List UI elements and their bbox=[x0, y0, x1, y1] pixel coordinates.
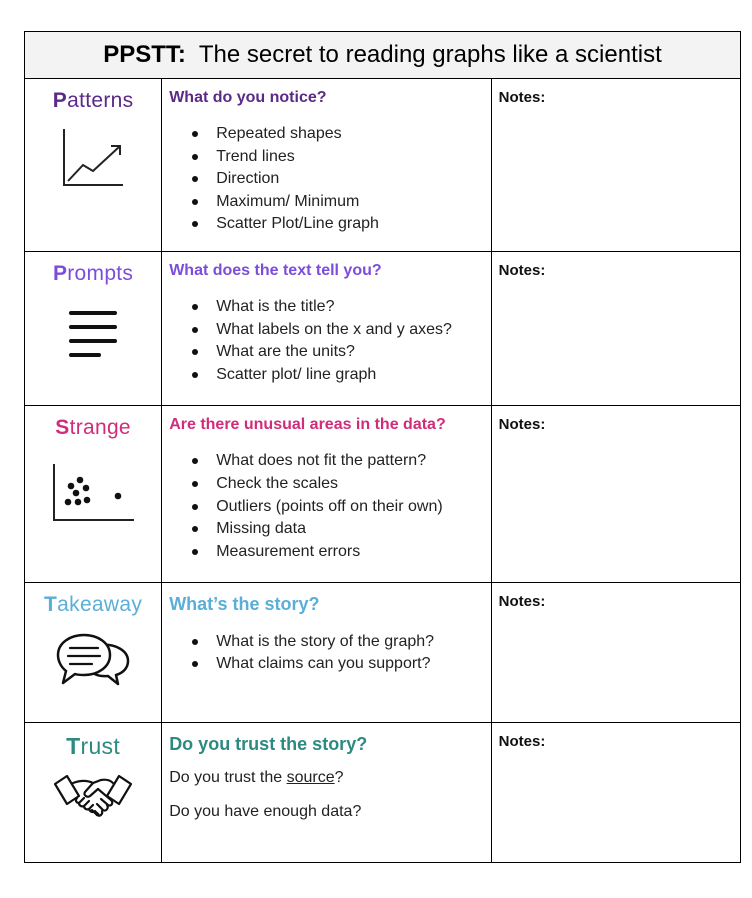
source-link[interactable]: source bbox=[286, 768, 335, 786]
list-item: Trend lines bbox=[216, 146, 490, 169]
label-rest: atterns bbox=[67, 89, 134, 113]
label-rest: akeaway bbox=[57, 592, 143, 616]
notes-cell-patterns[interactable] bbox=[491, 79, 740, 252]
bullet-list-takeaway bbox=[162, 631, 490, 676]
list-item: Measurement errors bbox=[216, 541, 490, 564]
list-item: Scatter Plot/Line graph bbox=[216, 213, 490, 236]
bullet-list-strange bbox=[162, 450, 490, 563]
list-item: What is the story of the graph? bbox=[216, 631, 490, 654]
text-lines-icon bbox=[67, 308, 119, 360]
prompt-cell-prompts bbox=[162, 252, 491, 406]
list-item: Direction bbox=[216, 168, 490, 191]
list-item: Missing data bbox=[216, 518, 490, 541]
page-title bbox=[25, 32, 741, 79]
list-item: Repeated shapes bbox=[216, 123, 490, 146]
label-cell-patterns bbox=[25, 79, 162, 252]
bullet-list-prompts bbox=[162, 296, 490, 386]
prompt-cell-takeaway bbox=[162, 582, 491, 722]
label-rest: trange bbox=[69, 416, 131, 440]
row-strange bbox=[25, 406, 741, 582]
notes-label: Notes: bbox=[498, 732, 546, 750]
label-prompts bbox=[25, 262, 161, 286]
label-initial: S bbox=[55, 416, 70, 440]
trust-source-line bbox=[169, 769, 490, 787]
trend-line-graph-icon bbox=[61, 127, 125, 189]
question-patterns: What do you notice? bbox=[169, 89, 327, 107]
label-initial: T bbox=[44, 592, 58, 616]
prompt-cell-strange bbox=[162, 406, 491, 582]
notes-label: Notes: bbox=[498, 262, 546, 280]
prompt-cell-patterns bbox=[162, 79, 491, 252]
label-initial: P bbox=[52, 89, 68, 113]
list-item: Maximum/ Minimum bbox=[216, 191, 490, 214]
title-text: The secret to reading graphs like a scientist bbox=[198, 41, 662, 69]
ppstt-table bbox=[24, 31, 741, 863]
handshake-icon bbox=[53, 770, 133, 824]
notes-cell-trust[interactable] bbox=[491, 722, 740, 862]
label-rest: rompts bbox=[67, 262, 134, 286]
question-prompts: What does the text tell you? bbox=[169, 262, 382, 280]
bullet-list-patterns bbox=[162, 123, 490, 236]
trust-source-after: ? bbox=[334, 768, 344, 786]
label-cell-strange bbox=[25, 406, 162, 582]
list-item: Check the scales bbox=[216, 473, 490, 496]
speech-bubbles-icon bbox=[54, 631, 132, 689]
title-prefix: PPSTT: bbox=[103, 41, 186, 69]
label-initial: P bbox=[52, 262, 68, 286]
notes-label: Notes: bbox=[498, 592, 546, 610]
label-cell-prompts bbox=[25, 252, 162, 406]
list-item: Scatter plot/ line graph bbox=[216, 364, 490, 387]
label-strange bbox=[25, 416, 161, 440]
row-patterns bbox=[25, 79, 741, 252]
scatter-outlier-icon bbox=[48, 460, 138, 526]
notes-label: Notes: bbox=[498, 416, 546, 434]
label-rest: rust bbox=[80, 732, 121, 759]
label-initial: T bbox=[66, 732, 81, 759]
question-strange: Are there unusual areas in the data? bbox=[169, 416, 446, 434]
notes-cell-takeaway[interactable] bbox=[491, 582, 740, 722]
label-patterns bbox=[25, 89, 161, 113]
list-item: What is the title? bbox=[216, 296, 490, 319]
list-item: What are the units? bbox=[216, 341, 490, 364]
notes-cell-strange[interactable] bbox=[491, 406, 740, 582]
notes-cell-prompts[interactable] bbox=[491, 252, 740, 406]
question-trust: Do you trust the story? bbox=[169, 733, 368, 754]
notes-label: Notes: bbox=[498, 89, 546, 107]
enough-data-line: Do you have enough data? bbox=[169, 802, 362, 820]
trust-source-before: Do you trust the bbox=[169, 768, 287, 786]
label-trust bbox=[25, 733, 161, 760]
list-item: What labels on the x and y axes? bbox=[216, 319, 490, 342]
list-item: What claims can you support? bbox=[216, 653, 490, 676]
row-trust bbox=[25, 722, 741, 862]
row-takeaway bbox=[25, 582, 741, 722]
prompt-cell-trust bbox=[162, 722, 491, 862]
row-prompts bbox=[25, 252, 741, 406]
list-item: Outliers (points off on their own) bbox=[216, 496, 490, 519]
label-cell-takeaway bbox=[25, 582, 162, 722]
list-item: What does not fit the pattern? bbox=[216, 450, 490, 473]
label-takeaway bbox=[25, 593, 161, 617]
label-cell-trust bbox=[25, 722, 162, 862]
question-takeaway: What’s the story? bbox=[169, 593, 320, 614]
